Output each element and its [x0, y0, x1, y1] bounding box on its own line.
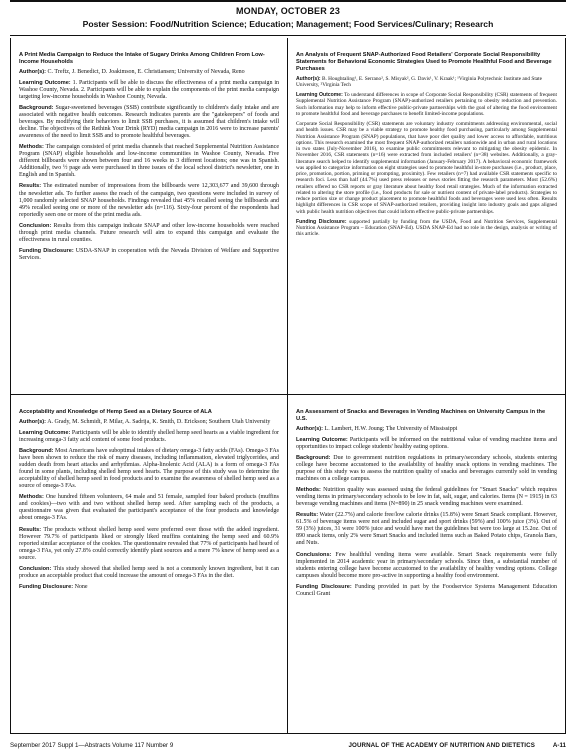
authors-text: B. Houghtaling¹, E. Serrano², S. Misyak², G. Davis¹, V. Kraak¹; ¹Virginia Polytechnic Institute and State University, ²Virginia Tech [296, 75, 542, 88]
abstract-csr-statements [288, 38, 565, 395]
session-date: MONDAY, OCTOBER 23 [235, 6, 341, 16]
paragraph-label: Conclusion: [19, 222, 52, 229]
abstract-paragraph [296, 584, 557, 598]
abstract-paragraph [296, 512, 557, 547]
abstract-title: An Analysis of Frequent SNAP-Authorized Food Retailers' Corporate Social Responsibility Statements for Behavioral Economic Strategies Used to Promote Healthful Food and Beverage Purchases [296, 52, 552, 72]
paragraph-text: USDA-SNAP in cooperation with the Nevada Division of Welfare and Supportive Services. [19, 247, 279, 261]
paragraph-text: Funding provided in part by the Foodservice Systems Management Education Council Grant [296, 583, 558, 597]
session-title: Poster Session: Food/Nutrition Science; Education; Management; Food Services/Culinary; Research [82, 19, 494, 29]
abstract-paragraph [296, 437, 557, 451]
abstract-print-media [11, 38, 288, 395]
footer-right [349, 742, 566, 749]
paragraph-text: supported partially by funding from the USDA, Food and Nutrition Services, Supplemental Nutrition Assistance Program – Education (SNAP-Ed). USDA SNAP-Ed had no role in the design, analysis or writing of this article. [296, 218, 557, 238]
paragraph-label: Funding Disclosure: [19, 247, 74, 254]
abstract-paragraph [296, 487, 557, 508]
authors-label: Author(s): [19, 418, 47, 425]
abstract-paragraph [19, 80, 279, 101]
paragraph-label: Methods: [296, 487, 321, 494]
paragraph-label: Conclusion: [19, 565, 52, 572]
top-rule [10, 0, 566, 2]
paragraph-text: Participants will be able to identify shelled hemp seed hearts as a viable ingredient for increasing omega-3 fatty acid content of some food products. [19, 429, 280, 443]
abstract-paragraph [19, 144, 279, 179]
abstract-vending-machines [288, 395, 565, 733]
abstract-paragraph [19, 494, 279, 522]
paragraph-text: Results from this campaign indicate SNAP and other low-income households were reached through print media channels. Future research will aim to expand this campaign and evaluate the effectiveness in rural counties. [19, 222, 280, 243]
paragraph-label: Learning Outcome: [19, 429, 71, 436]
paragraph-label: Results: [19, 183, 42, 190]
paragraph-text: Participants will be informed on the nutritional value of vending machine items and opportunities to impact college students' healthy eating options. [296, 436, 558, 450]
authors-text: C. Treftz, J. Benedict, D. Joakimson, E. Christiansen; University of Nevada, Reno [47, 68, 245, 75]
abstract-paragraph [19, 566, 279, 580]
abstract-paragraph [19, 105, 279, 140]
paragraph-label: Learning Outcome: [296, 92, 343, 99]
abstract-paragraph [296, 455, 557, 483]
abstract-title: An Assessment of Snacks and Beverages in Vending Machines on University Campus in the U.S. [296, 409, 546, 422]
footer-page-number: A-11 [552, 741, 566, 749]
abstract-authors [19, 69, 279, 76]
abstract-paragraph [296, 219, 557, 238]
abstract-authors [296, 76, 557, 89]
abstract-paragraph [19, 248, 279, 262]
paragraph-label: Methods: [19, 494, 44, 501]
paragraph-label: Funding Disclosure: [19, 583, 74, 590]
paragraph-text: This study showed that shelled hemp seed is not a commonly known ingredient, but it can produce an acceptable product that could increase the amount of omega-3 FAs in the diet. [19, 565, 279, 579]
abstract-authors [296, 426, 557, 433]
paragraph-label: Background: [19, 105, 54, 111]
paragraph-text: The estimated number of impressions from the billboards were 12,303,677 and 39,600 through the newsletter ads. To further assess the reach of the campaign, two questions were included in survey of 1,000 randomly selected SNAP households. Findings revealed that 45% recalled seeing the billboards and 49% recalled seeing one or more of the newsletter ads (n=116). Sixty-four percent of the respondents had reportedly seen one or more of the print media ads. [19, 183, 279, 218]
paragraph-label: Funding Disclosure: [296, 583, 352, 590]
abstract-paragraph [19, 584, 279, 591]
abstract-paragraph [19, 430, 279, 444]
paragraph-text: The products without shelled hemp seed were preferred over those with the added ingredient. However 79.7% of participants liked or strongly liked muffins containing the hemp seed and 60.9% reported similar acceptance of the cookies. The questionnaire revealed that 77% of participants had heard of omega-3 FAs, yet only 27.8% could correctly identify plant sources and a mere 7% knew of hemp seed as a source. [19, 526, 279, 561]
abstract-title: A Print Media Campaign to Reduce the Intake of Sugary Drinks Among Children From Low-Income Households [19, 52, 265, 65]
header-rule [10, 35, 566, 36]
abstract-authors [19, 419, 279, 426]
abstract-paragraph [19, 223, 279, 244]
paragraph-text: Water (22.7%) and calorie free/low calorie drinks (15.8%) were Smart Snack compliant. However, 61.5% of beverage items were not and included sugar and sport drinks (59%) and 100% juice (3%). Out of 59 (3%) juices, 31 were 100% juice and would have met the guidelines but were too large at 15.2oz. Out of 890 snack items, only 2% were Smart Snacks and included items such as Baked Potato chips, Granola Bars, and Nuts. [296, 512, 557, 547]
paragraph-text: The campaign consisted of print media channels that reached Supplemental Nutrition Assistance Program (SNAP) eligible households and low-income communities in Washoe County, Nevada. Five different billboards were shown between four and 16 weeks in 3 different locations; one was in Spanish. Additionally, two ½ page ads were purchased in three issues of the local school district's newsletter, one in English and in Spanish. [19, 144, 279, 179]
authors-text: A. Grady, M. Schmidt, P. Milar, A. Sadrija, K. Smith, D. Erickson; Southern Utah University [47, 418, 271, 425]
paragraph-label: Methods: [19, 144, 44, 151]
abstract-title: Acceptability and Knowledge of Hemp Seed as a Dietary Source of ALA [19, 409, 212, 415]
paragraph-text: To understand differences in scope of Corporate Social Responsibility (CSR) statements of frequent Supplemental Nutrition Assistance Program (SNAP)-authorized retailers pertaining to obesity reduction and prevention. Such information may help to inform effective public-private partnerships with the goal of altering the food environment to promote healthful food and beverage purchases to benefit limited-income populations. [296, 92, 558, 117]
footer-issue: September 2017 Suppl 1—Abstracts Volume 117 Number 9 [10, 741, 174, 749]
authors-text: L. Lambert, H.W. Joung; The University of Mississippi [324, 425, 458, 432]
paragraph-text: 1. Participants will be able to discuss the effectiveness of a print media campaign in Washoe County, Nevada. 2. Participants will be able to explain the components of the print media campaign targeting low-income households in Washoe County, Nevada. [19, 79, 280, 100]
paragraph-text: None [74, 583, 88, 590]
abstract-paragraph [296, 92, 557, 117]
authors-label: Author(s): [296, 425, 324, 432]
abstract-grid [10, 38, 566, 734]
page-footer [10, 740, 566, 750]
paragraph-label: Learning Outcome: [19, 79, 71, 86]
paragraph-text: One hundred fifteen volunteers, 64 male and 51 female, sampled four baked products (muffins and cookies)—two with and two without shelled hemp seed. After sampling each of the products, a questionnaire was given that evaluated the participant's acceptance of the four products and knowledge about omega-3 FAs. [19, 494, 279, 522]
page-header [10, 6, 566, 29]
abstract-paragraph [19, 183, 279, 218]
abstract-hemp-seed [11, 395, 288, 733]
authors-label: Author(s): [296, 75, 321, 82]
paragraph-label: Results: [296, 512, 319, 519]
footer-journal: JOURNAL OF THE ACADEMY OF NUTRITION AND DIETETICS [348, 741, 535, 749]
paragraph-text: Corporate Social Responsibility (CSR) statements are voluntary industry commitments addressing environmental, social and health issues. CSR may be a viable strategy to promote healthy food purchasing, particularly among Supplemental Nutrition Assistance Program (SNAP) populations, that have poor diet quality and lower access to affordable, nutritious options. This research examined the most frequent SNAP-authorized retailers nationwide and in urban and rural locations in two states (July-November 2016), to examine public commitments relevant to mitigating the obesity epidemic. In November 2016, CSR statements (n=16) were extracted from included retailers' (n=38) websites. Additionally, a gray-literature search helped to identify supplemental information (January-February 2017). A behavioral economic framework was applied to categorize information on eight strategies used to promote healthful in-store purchases (i.e., product, place, price, promotion, portion, priming or prompting, proximity). Few retailers (n=7) had available CSR statements specific to research foci. Less than half (44.7%) used press releases or news stories fitting the research parameters. Most (52.6%) retailers offered no CSR reports or gray literature about healthy food retail strategies. Much of the information extracted related to altering the store profile (i.e., food products for sale or nutrient content of private-label products). Strategies to reduce portion size or change product placement to promote healthful foods and beverages were used less often. Results highlight differences in CSR scope of SNAP-authorized retailers, providing insight into industry goals and gaps aligned with public health nutrition objectives that could inform effective public-private partnerships. [296, 121, 557, 215]
authors-label: Author(s): [19, 68, 47, 75]
abstract-paragraph [19, 527, 279, 562]
abstract-paragraph [296, 121, 557, 215]
paragraph-label: Learning Outcome: [296, 436, 348, 443]
paragraph-label: Background: [296, 454, 331, 461]
paragraph-text: Due to government nutrition regulations in primary/secondary schools, students entering college have become accustomed to the availability of healthy snack options in vending machines. The purpose of this study was to assess the nutrition quality of snacks and beverages currently sold in vending machines on a college campus. [296, 454, 558, 483]
paragraph-text: Nutrition quality was assessed using the federal guidelines for "Smart Snacks" which requires vending items in primary/secondary schools to be low in fat, salt, sugar, and calories. Items (N = 1915) in 63 beverage vending machines and items (N=890) in 25 snack vending machines were examined. [296, 487, 558, 508]
abstract-paragraph [296, 552, 557, 580]
paragraph-text: Few healthful vending items were available. Smart Snack requirements were fully implemented in 2014 academic year in primary/secondary schools. Since then, a substantial number of students entering college have become accustomed to the availability of healthy vending options. College campuses should become more pro-active in supporting a healthy food environment. [296, 551, 557, 579]
abstract-paragraph [19, 448, 279, 490]
paragraph-label: Funding Disclosure: [296, 218, 347, 225]
paragraph-text: Sugar-sweetened beverages (SSB) contribute significantly to children's daily intake and are associated with negative health outcomes. Research indicates parents are the "gatekeepers" of foods and beverages. By modifying their behaviors to limit SSB purchases, it is assumed that children's intake will decline. The objectives of the Rethink Your Drink (RYD) media campaign in 2016 were to increase parents' awareness of the need to limit SSB and to promote healthful beverages. [19, 105, 279, 140]
paragraph-label: Background: [19, 448, 54, 455]
paragraph-text: Most Americans have suboptimal intakes of dietary omega-3 fatty acids (FAs). Omega-3 FAs have been shown to reduce the risk of many diseases, including inflammation, elevated triglycerides, and sudden death from heart attacks and arrhythmias. Alpha-linolenic Acid (ALA) is a form of omega-3 FAs found in some plants, including shelled hemp seed hearts. The purpose of this study was to determine the acceptability of shelled hemp seed in food products and to examine the awareness of shelled hemp seed as a source of omega-3 FAs. [19, 448, 279, 490]
paragraph-label: Conclusions: [296, 551, 332, 558]
paragraph-label: Results: [19, 526, 42, 533]
